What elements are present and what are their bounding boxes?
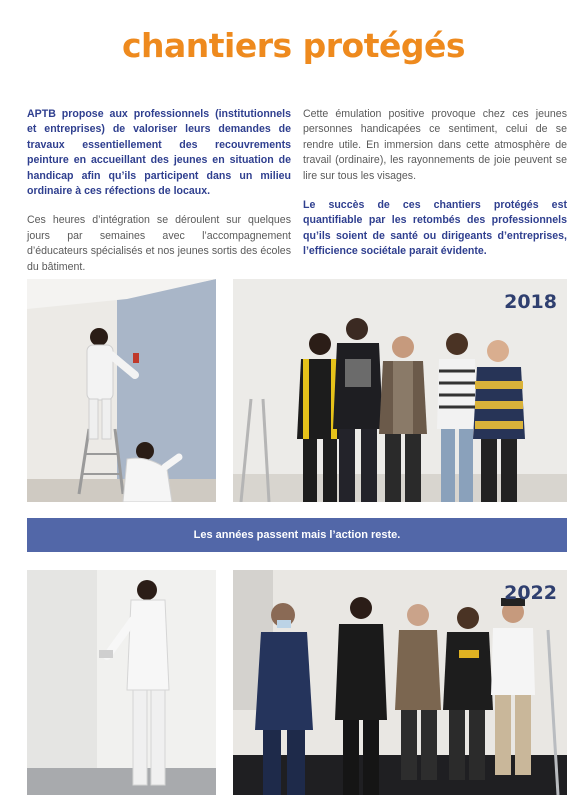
intro-paragraph: APTB propose aux professionnels (institutionnels et entreprises) de valoriser leurs demandes de travaux essentiellement des recouvrements peinture en accueillant des jeunes en situation de handicap afin qu’ils participent dans un milieu ordinaire à ces réfections de locaux. (27, 108, 291, 198)
slogan-banner: Les années passent mais l’action reste. (27, 518, 567, 552)
photo-group-2022 (233, 570, 567, 795)
year-label-2018: 2018 (504, 291, 557, 313)
success-paragraph: Le succès de ces chantiers protégés est quantifiable par les retombés des professionnels qu’ils soient de santé ou dirigeants d’entreprises, l’efficience sociétale parait évidente. (303, 199, 567, 258)
photo-group-2018 (233, 279, 567, 502)
photo-painting-2022 (27, 570, 216, 795)
left-text-column (27, 107, 291, 289)
page-title: chantiers protégés (121, 26, 466, 65)
emulation-paragraph: Cette émulation positive provoque chez ces jeunes personnes handicapées ce sentiment, celui de se rendre utile. En immersion dans cette atmosphère de travail (ordinaire), les rayonnements de joie peuvent se lire sur tous les visages. (303, 108, 567, 182)
integration-paragraph: Ces heures d’intégration se déroulent sur quelques jours par semaines avec l’accompagnement d’éducateurs spécialisés et nos jeunes sortis des écoles du bâtiment. (27, 214, 291, 273)
right-text-column (303, 107, 567, 274)
year-label-2022: 2022 (504, 582, 557, 604)
photo-painting-2018 (27, 279, 216, 502)
